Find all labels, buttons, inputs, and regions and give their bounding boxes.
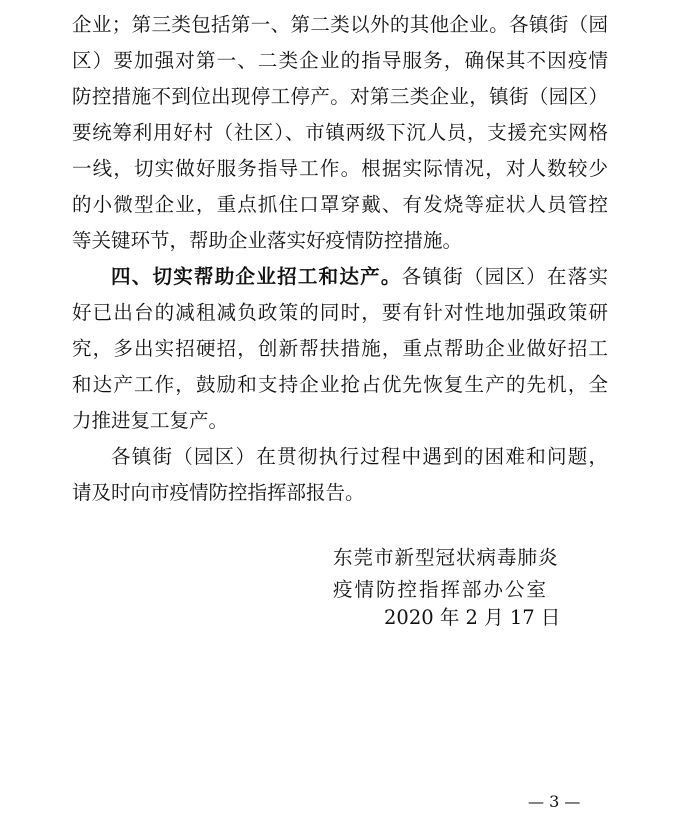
body-line-6: 的小微型企业，重点抓住口罩穿戴、有发烧等症状人员管控 xyxy=(72,193,608,216)
page-number: — 3 — xyxy=(528,792,581,811)
section-4-first-text: 各镇街（园区）在落实 xyxy=(401,265,608,288)
section-4-line-3: 究，多出实招硬招，创新帮扶措施，重点帮助企业做好招工 xyxy=(72,337,608,360)
signature-date: 2020 年 2 月 17 日 xyxy=(384,606,561,629)
section-4-heading: 四、切实帮助企业招工和达产。 xyxy=(111,265,402,288)
closing-line-2: 请及时向市疫情防控指挥部报告。 xyxy=(72,481,365,504)
body-line-2: 区）要加强对第一、二类企业的指导服务，确保其不因疫情 xyxy=(72,49,608,72)
section-4-first-line xyxy=(111,262,608,292)
signature-org-line-2: 疫情防控指挥部办公室 xyxy=(333,578,549,601)
body-line-5: 一线，切实做好服务指导工作。根据实际情况，对人数较少 xyxy=(72,157,608,180)
section-4-line-5: 力推进复工复产。 xyxy=(72,409,229,432)
section-4-line-2: 好已出台的减租减负政策的同时，要有针对性地加强政策研 xyxy=(72,301,608,324)
body-line-3: 防控措施不到位出现停工停产。对第三类企业，镇街（园区） xyxy=(72,85,608,108)
body-line-1: 企业；第三类包括第一、第二类以外的其他企业。各镇街（园 xyxy=(72,13,608,36)
signature-org-line-1: 东莞市新型冠状病毒肺炎 xyxy=(333,546,559,569)
closing-line-1: 各镇街（园区）在贯彻执行过程中遇到的困难和问题， xyxy=(111,445,608,468)
body-line-7: 等关键环节，帮助企业落实好疫情防控措施。 xyxy=(72,229,463,252)
body-line-4: 要统筹利用好村（社区）、市镇两级下沉人员，支援充实网格 xyxy=(72,121,608,144)
section-4-line-4: 和达产工作，鼓励和支持企业抢占优先恢复生产的先机，全 xyxy=(72,373,608,396)
